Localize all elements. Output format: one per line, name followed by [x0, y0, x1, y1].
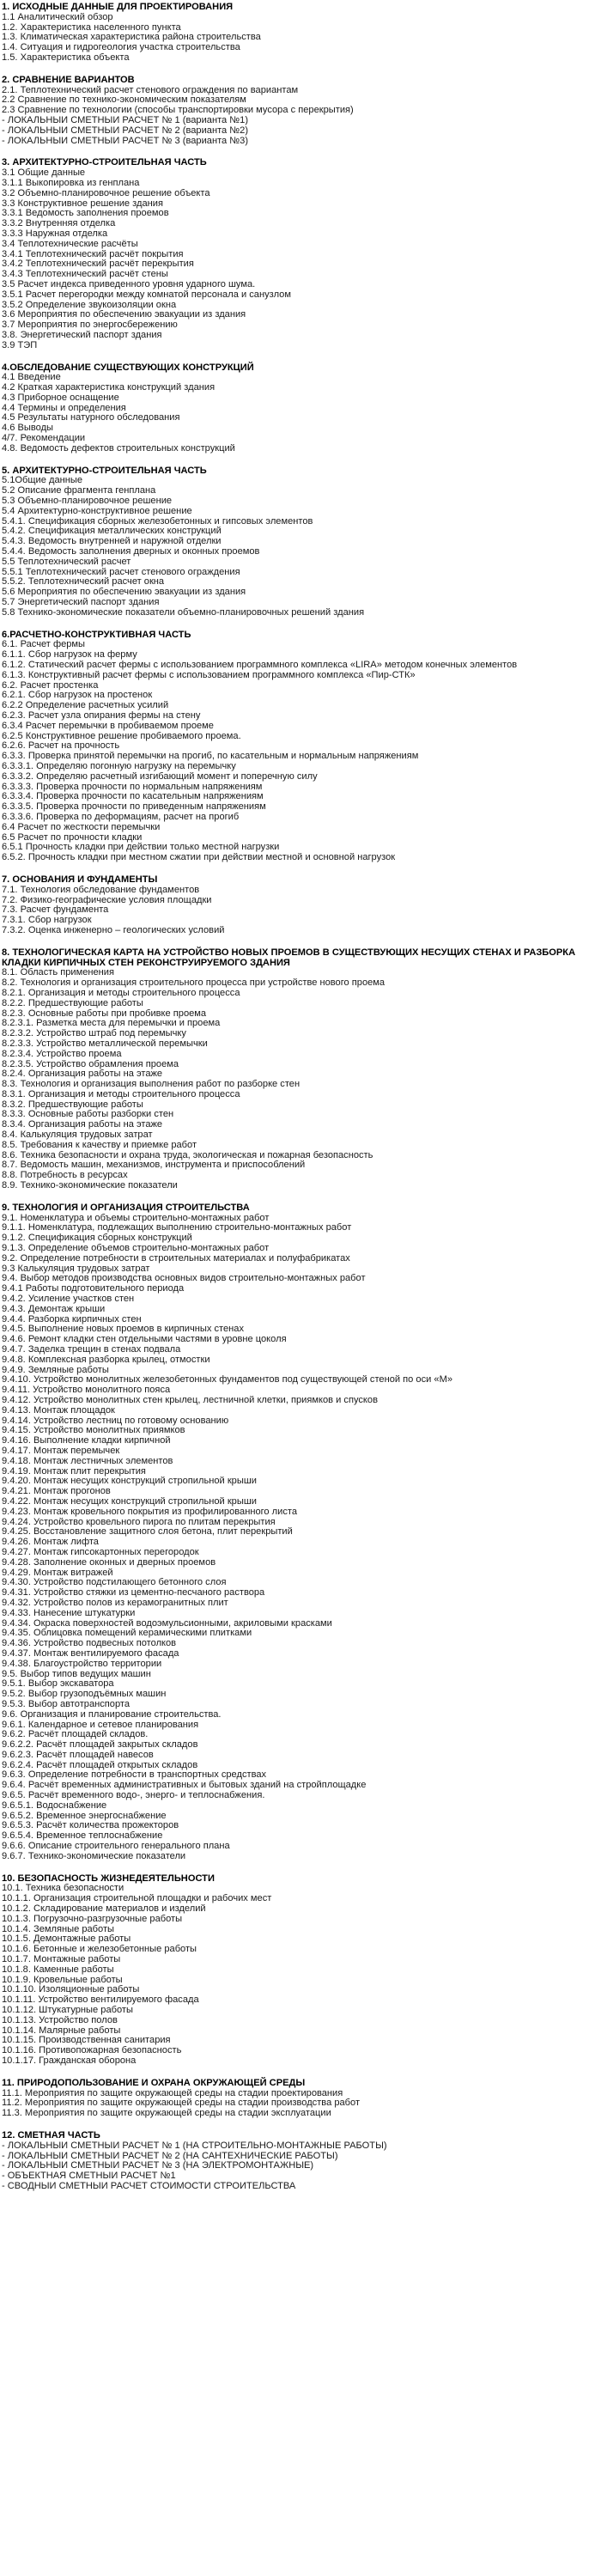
- toc-entry: 6.2.6. Расчет на прочность: [2, 741, 120, 752]
- toc-entry: 9.5.1. Выбор экскаватора: [2, 1679, 114, 1690]
- toc-entry: 1.5. Характеристика объекта: [2, 52, 130, 63]
- toc-entry: 8.8. Потребность в ресурсах: [2, 1171, 128, 1181]
- toc-entry: 9.4.4. Разборка кирпичных стен: [2, 1314, 142, 1325]
- toc-entry: 8.2.3.3. Устройство металлической перемычки: [2, 1038, 208, 1049]
- toc-section: [2, 2131, 598, 2192]
- toc-entry: 6.2. Расчет простенка: [2, 680, 99, 691]
- toc-entry: 8.3.4. Организация работы на этаже: [2, 1120, 163, 1130]
- toc-entry: 8.2.2. Предшествующие работы: [2, 998, 143, 1008]
- section-heading: 11. ПРИРОДОПОЛЬЗОВАНИЕ И ОХРАНА ОКРУЖАЮЩЕЙ СРЕДЫ: [2, 2077, 306, 2088]
- toc-entry: 9.4.21. Монтаж прогонов: [2, 1487, 111, 1497]
- toc-entry: 4.1 Введение: [2, 373, 61, 383]
- toc-entry: 8.3.3. Основные работы разборки стен: [2, 1110, 174, 1120]
- toc-entry: 10.1.1. Организация строительной площадки и рабочих мест: [2, 1894, 272, 1904]
- toc-entry: 4.5 Результаты натурного обследования: [2, 413, 180, 423]
- toc-entry: 6.3.3.4. Проверка прочности по касательным напряжениям: [2, 792, 264, 802]
- section-heading: 5. АРХИТЕКТУРНО-СТРОИТЕЛЬНАЯ ЧАСТЬ: [2, 465, 207, 476]
- toc-entry: 9.4.11. Устройство монолитного пояса: [2, 1385, 171, 1396]
- toc-entry: 10.1.12. Штукатурные работы: [2, 2006, 133, 2016]
- toc-entry: 3.9 ТЭП: [2, 340, 38, 350]
- toc-entry: 9.4.28. Заполнение оконных и дверных проемов: [2, 1557, 216, 1568]
- toc-entry: 6.1. Расчет фермы: [2, 640, 86, 650]
- toc-entry: 3.8. Энергетический паспорт здания: [2, 330, 162, 340]
- toc-entry: - ЛОКАЛЬНЫЙ СМЕТНЫЙ РАСЧЕТ № 3 (НА ЭЛЕКТРОМОНТАЖНЫЕ): [2, 2161, 314, 2171]
- toc-entry: 9.6.5. Расчёт временного водо-, энерго- и теплоснабжения.: [2, 1791, 265, 1801]
- section-heading: 8. ТЕХНОЛОГИЧЕСКАЯ КАРТА НА УСТРОЙСТВО НОВЫХ ПРОЕМОВ В СУЩЕСТВУЮЩИХ НЕСУЩИХ СТЕНАХ И РАЗБОРКА КЛАДКИ КИРПИЧНЫХ СТЕН РЕКОНСТРУИРУЕМОГО ЗДАНИЯ: [2, 947, 579, 968]
- toc-entry: 9.4.12. Устройство монолитных стен крылец, лестничной клетки, приямков и спусков: [2, 1396, 378, 1405]
- toc-entry: 5.5.2. Теплотехнический расчет окна: [2, 577, 165, 588]
- toc-entry: 7.1. Технология обследование фундаментов: [2, 885, 200, 895]
- toc-entry: 6.5.1 Прочность кладки при действии только местной нагрузки: [2, 843, 280, 853]
- toc-entry: 9.4.38. Благоустройство территории: [2, 1659, 162, 1669]
- toc-entry: 9.4.25. Восстановление защитного слоя бетона, плит перекрытий: [2, 1527, 293, 1538]
- toc-entry: 9.4.23. Монтаж кровельного покрытия из профилированного листа: [2, 1507, 298, 1517]
- toc-entry: 4/7. Рекомендации: [2, 434, 86, 444]
- toc-entry: 8.4. Калькуляция трудовых затрат: [2, 1130, 153, 1141]
- toc-entry: 3.6 Мероприятия по обеспечению эвакуации из здания: [2, 310, 246, 320]
- toc-entry: 9.4.13. Монтаж площадок: [2, 1405, 115, 1416]
- section-heading: 1. ИСХОДНЫЕ ДАННЫЕ ДЛЯ ПРОЕКТИРОВАНИЯ: [2, 2, 234, 12]
- toc-entry: 1.3. Климатическая характеристика района строительства: [2, 33, 261, 43]
- toc-entry: 9.6.2.2. Расчёт площадей закрытых складов: [2, 1740, 198, 1751]
- toc-entry: 8.6. Техника безопасности и охрана труда, экологическая и пожарная безопасность: [2, 1150, 373, 1160]
- toc-entry: 2.1. Теплотехнический расчет стенового ограждения по вариантам: [2, 85, 299, 95]
- toc-entry: 6.3.3.5. Проверка прочности по приведенным напряжениям: [2, 802, 266, 813]
- toc-entry: 9.4. Выбор методов производства основных видов строительно-монтажных работ: [2, 1274, 366, 1284]
- toc-entry: 5.4.1. Спецификация сборных железобетонных и гипсовых элементов: [2, 516, 313, 527]
- toc-entry: 4.2 Краткая характеристика конструкций здания: [2, 383, 216, 393]
- toc-entry: 3.3.3 Наружная отделка: [2, 228, 108, 239]
- toc-entry: 9.4.1 Работы подготовительного периода: [2, 1284, 185, 1294]
- toc-section: [2, 3, 598, 64]
- toc-entry: 4.4 Термины и определения: [2, 403, 126, 413]
- toc-entry: 8.3.1. Организация и методы строительного процесса: [2, 1089, 240, 1099]
- toc-section: [2, 1203, 598, 1862]
- toc-entry: 10.1.6. Бетонные и железобетонные работы: [2, 1945, 197, 1955]
- toc-entry: 3.4 Теплотехнические расчёты: [2, 239, 138, 249]
- toc-section: [2, 76, 598, 147]
- toc-entry: 3.4.1 Теплотехнический расчёт покрытия: [2, 249, 184, 259]
- toc-entry: 10.1.15. Производственная санитария: [2, 2036, 171, 2046]
- toc-entry: 9.4.16. Выполнение кладки кирпичной: [2, 1436, 171, 1446]
- toc-entry: 9.6.2.4. Расчёт площадей открытых складов: [2, 1760, 198, 1770]
- toc-entry: 11.3. Мероприятия по защите окружающей среды на стадии эксплуатации: [2, 2109, 331, 2119]
- toc-entry: 10.1.13. Устройство полов: [2, 2015, 118, 2025]
- toc-entry: 10.1.9. Кровельные работы: [2, 1975, 123, 1985]
- toc-entry: 10.1.5. Демонтажные работы: [2, 1934, 131, 1945]
- toc-entry: 3.1.1 Выкопировка из генплана: [2, 178, 140, 188]
- toc-entry: - ЛОКАЛЬНЫЙ СМЕТНЫЙ РАСЧЕТ № 2 (варианта №2): [2, 125, 249, 136]
- toc-entry: 8.9. Технико-экономические показатели: [2, 1181, 178, 1191]
- toc-entry: 9.6.4. Расчёт временных административных и бытовых зданий на стройплощадке: [2, 1781, 367, 1791]
- toc-entry: - СВОДНЫЙ СМЕТНЫЙ РАСЧЕТ СТОИМОСТИ СТРОИТЕЛЬСТВА: [2, 2181, 296, 2191]
- toc-entry: 9.4.18. Монтаж лестничных элементов: [2, 1456, 173, 1466]
- toc-section: [2, 948, 598, 1191]
- toc-entry: 10.1.17. Гражданская оборона: [2, 2056, 137, 2066]
- toc-entry: 3.3.2 Внутренняя отделка: [2, 219, 116, 229]
- toc-entry: 1.4. Ситуация и гидрогеология участка строительства: [2, 43, 240, 53]
- toc-entry: 6.2.3. Расчет узла опирания фермы на стену: [2, 711, 201, 721]
- toc-entry: 9.6.7. Технико-экономические показатели: [2, 1851, 186, 1861]
- toc-entry: 5.7 Энергетический паспорт здания: [2, 598, 160, 608]
- toc-entry: 9.6.2. Расчёт площадей складов.: [2, 1730, 149, 1740]
- section-heading: 12. СМЕТНАЯ ЧАСТЬ: [2, 2129, 100, 2141]
- section-heading: 10. БЕЗОПАСНОСТЬ ЖИЗНЕДЕЯТЕЛЬНОСТИ: [2, 1873, 215, 1884]
- toc-entry: 9.4.2. Усиление участков стен: [2, 1294, 135, 1305]
- section-heading: 4.ОБСЛЕДОВАНИЕ СУЩЕСТВУЮЩИХ КОНСТРУКЦИЙ: [2, 362, 254, 373]
- toc-entry: 5.4.3. Ведомость внутренней и наружной отделки: [2, 537, 222, 547]
- toc-entry: 3.5 Расчет индекса приведенного уровня ударного шума.: [2, 279, 256, 289]
- section-heading: 2. СРАВНЕНИЕ ВАРИАНТОВ: [2, 74, 135, 85]
- toc-entry: 10.1.14. Малярные работы: [2, 2025, 121, 2036]
- toc-entry: 9.1.1. Номенклатура, подлежащих выполнению строительно-монтажных работ: [2, 1223, 352, 1233]
- toc-entry: 8.2. Технология и организация строительного процесса при устройстве нового проема: [2, 978, 385, 989]
- toc-entry: 2.2 Сравнение по технико-экономическим показателям: [2, 95, 246, 106]
- toc-entry: 9.2. Определение потребности в строительных материалах и полуфабрикатах: [2, 1253, 350, 1264]
- toc-entry: 3.1 Общие данные: [2, 168, 86, 179]
- toc-entry: 8.2.3.5. Устройство обрамления проема: [2, 1059, 179, 1069]
- toc-entry: 10.1.2. Складирование материалов и изделий: [2, 1904, 206, 1915]
- toc-entry: 8.2.1. Организация и методы строительного процесса: [2, 988, 240, 998]
- toc-entry: 9.4.17. Монтаж перемычек: [2, 1446, 120, 1456]
- toc-entry: 9.4.35. Облицовка помещений керамическими плитками: [2, 1629, 252, 1639]
- toc-entry: 9.5.2. Выбор грузоподъёмных машин: [2, 1690, 167, 1700]
- toc-entry: 6.3.3.3. Проверка прочности по нормальным напряжениям: [2, 782, 263, 792]
- toc-entry: 3.3.1 Ведомость заполнения проемов: [2, 209, 169, 219]
- toc-entry: 7.3.2. Оценка инженерно – геологических условий: [2, 925, 225, 935]
- toc-entry: 5.4.2. Спецификация металлических конструкций: [2, 527, 222, 537]
- toc-entry: 5.4.4. Ведомость заполнения дверных и оконных проемов: [2, 547, 260, 557]
- toc-entry: 3.5.2 Определение звукоизоляции окна: [2, 300, 177, 310]
- toc-entry: 10.1.16. Противопожарная безопасность: [2, 2046, 182, 2056]
- toc-entry: 6.3.3.2. Определяю расчетный изгибающий момент и поперечную силу: [2, 771, 318, 782]
- toc-entry: 9.6.3. Определение потребности в транспортных средствах: [2, 1770, 267, 1781]
- toc-entry: 8.2.3.2. Устройство штраб под перемычку: [2, 1029, 186, 1039]
- toc-section: [2, 363, 598, 454]
- toc-section: [2, 158, 598, 350]
- toc-entry: 2.3 Сравнение по технологии (способы транспортировки мусора с перекрытия): [2, 106, 354, 116]
- toc-entry: 6.3.3.6. Проверка по деформациям, расчет на прогиб: [2, 812, 240, 822]
- toc-entry: 9.6.5.2. Временное энергоснабжение: [2, 1811, 167, 1821]
- toc-entry: 1.2. Характеристика населенного пункта: [2, 22, 181, 33]
- toc-entry: 5.5 Теплотехнический расчет: [2, 557, 131, 567]
- toc-section: [2, 875, 598, 936]
- toc-entry: 6.2.1. Сбор нагрузок на простенок: [2, 691, 153, 701]
- toc-entry: 6.2.5 Конструктивное решение пробиваемого проема.: [2, 731, 241, 741]
- toc-entry: 6.2.2 Определение расчетных усилий: [2, 701, 169, 711]
- toc-entry: - ЛОКАЛЬНЫЙ СМЕТНЫЙ РАСЧЕТ № 1 (НА СТРОИТЕЛЬНО-МОНТАЖНЫЕ РАБОТЫ): [2, 2141, 387, 2151]
- toc-entry: 3.2 Объемно-планировочное решение объекта: [2, 188, 210, 198]
- toc-entry: 9.6.5.3. Расчёт количества прожекторов: [2, 1821, 179, 1831]
- toc-entry: 3.5.1 Расчет перегородки между комнатой персонала и санузлом: [2, 289, 291, 300]
- toc-entry: 9.4.27. Монтаж гипсокартонных перегородок: [2, 1547, 199, 1557]
- toc-entry: 5.2 Описание фрагмента генплана: [2, 486, 156, 496]
- toc-entry: 7.2. Физико-географические условия площадки: [2, 895, 212, 905]
- toc-section: [2, 1874, 598, 2067]
- toc-entry: 11.2. Мероприятия по защите окружающей среды на стадии производства работ: [2, 2098, 361, 2109]
- toc-entry: 9.1.3. Определение объемов строительно-монтажных работ: [2, 1244, 270, 1254]
- toc-entry: 6.3.3. Проверка принятой перемычки на прогиб, по касательным и нормальным напряжениям: [2, 752, 419, 762]
- toc-entry: 9.5. Выбор типов ведущих машин: [2, 1669, 151, 1679]
- toc-entry: 9.4.34. Окраска поверхностей водоэмульсионными, акриловыми красками: [2, 1618, 332, 1629]
- toc-entry: 9.6.5.1. Водоснабжение: [2, 1800, 107, 1811]
- toc-entry: - ОБЪЕКТНАЯ СМЕТНЫЙ РАСЧЕТ №1: [2, 2171, 176, 2182]
- section-heading: 9. ТЕХНОЛОГИЯ И ОРГАНИЗАЦИЯ СТРОИТЕЛЬСТВА: [2, 1202, 250, 1213]
- toc-entry: 9.4.30. Устройство подстилающего бетонного слоя: [2, 1578, 227, 1588]
- toc-entry: 3.4.2 Теплотехнический расчёт перекрытия: [2, 259, 194, 270]
- toc-entry: 9.4.20. Монтаж несущих конструкций стропильной крыши: [2, 1477, 257, 1487]
- toc-entry: 5.1Общие данные: [2, 476, 83, 486]
- toc-entry: 3.4.3 Теплотехнический расчёт стены: [2, 270, 168, 280]
- toc-entry: 10.1.7. Монтажные работы: [2, 1955, 121, 1965]
- toc-entry: 9.4.3. Демонтаж крыши: [2, 1304, 106, 1314]
- toc-entry: - ЛОКАЛЬНЫЙ СМЕТНЫЙ РАСЧЕТ № 2 (НА САНТЕХНИЧЕСКИЕ РАБОТЫ): [2, 2151, 338, 2161]
- toc-entry: 5.8 Технико-экономические показатели объемно-планировочных решений здания: [2, 607, 365, 618]
- toc-entry: 9.6. Организация и планирование строительства.: [2, 1709, 222, 1720]
- toc-entry: 8.2.3.4. Устройство проема: [2, 1049, 122, 1059]
- toc-entry: 10.1.4. Земляные работы: [2, 1924, 115, 1934]
- toc-entry: 9.4.31. Устройство стяжки из цементно-песчаного раствора: [2, 1588, 265, 1599]
- toc-entry: 4.6 Выводы: [2, 423, 54, 434]
- toc-entry: 6.1.2. Статический расчет фермы с использованием программного комплекса «LIRA» методом конечных элементов: [2, 661, 518, 671]
- toc-entry: 8.2.3. Основные работы при пробивке проема: [2, 1008, 207, 1019]
- toc-entry: 8.5. Требования к качеству и приемке работ: [2, 1140, 197, 1150]
- toc-entry: 8.7. Ведомость машин, механизмов, инструмента и приспособлений: [2, 1160, 306, 1171]
- toc-entry: 6.3.4 Расчет перемычки в пробиваемом проеме: [2, 721, 214, 731]
- toc-entry: 9.4.36. Устройство подвесных потолков: [2, 1639, 177, 1649]
- section-heading: 7. ОСНОВАНИЯ И ФУНДАМЕНТЫ: [2, 874, 158, 885]
- toc-entry: 6.5.2. Прочность кладки при местном сжатии при действии местной и основной нагрузок: [2, 853, 396, 863]
- toc-entry: 6.1.1. Сбор нагрузок на ферму: [2, 650, 137, 661]
- toc-entry: 8.1. Область применения: [2, 968, 115, 978]
- toc-entry: 9.4.24. Устройство кровельного пирога по плитам перекрытия: [2, 1517, 276, 1527]
- toc-entry: 7.3.1. Сбор нагрузок: [2, 916, 92, 926]
- toc-entry: 9.4.19. Монтаж плит перекрытия: [2, 1466, 146, 1477]
- toc-entry: - ЛОКАЛЬНЫЙ СМЕТНЫЙ РАСЧЕТ № 3 (варианта №3): [2, 136, 249, 146]
- toc-entry: 5.5.1 Теплотехнический расчет стенового ограждения: [2, 567, 240, 577]
- toc-entry: 6.5 Расчет по прочности кладки: [2, 832, 143, 843]
- toc-entry: 8.3. Технология и организация выполнения работ по разборке стен: [2, 1080, 300, 1090]
- toc-entry: 9.3 Калькуляция трудовых затрат: [2, 1264, 150, 1274]
- toc-entry: 9.4.37. Монтаж вентилируемого фасада: [2, 1648, 179, 1659]
- toc-entry: 9.6.1. Календарное и сетевое планирования: [2, 1720, 199, 1730]
- toc-entry: 9.6.5.4. Временное теплоснабжение: [2, 1831, 163, 1842]
- toc-entry: 9.4.10. Устройство монолитных железобетонных фундаментов под существующей стеной по оси «М»: [2, 1375, 453, 1385]
- toc-entry: 9.6.6. Описание строительного генерального плана: [2, 1842, 230, 1852]
- toc-entry: 10.1.8. Каменные работы: [2, 1964, 114, 1975]
- toc-entry: 9.4.7. Заделка трещин в стенах подвала: [2, 1345, 181, 1355]
- toc-entry: 6.1.3. Конструктивный расчет фермы с использованием программного комплекса «Пир-СТК»: [2, 670, 416, 680]
- toc-entry: 9.6.2.3. Расчёт площадей навесов: [2, 1750, 154, 1760]
- toc-entry: 11.1. Мероприятия по защите окружающей среды на стадии проектирования: [2, 2088, 343, 2098]
- section-heading: 6.РАСЧЕТНО-КОНСТРУКТИВНАЯ ЧАСТЬ: [2, 629, 191, 640]
- toc-entry: 9.4.8. Комплексная разборка крылец, отмостки: [2, 1355, 210, 1365]
- toc-section: [2, 466, 598, 618]
- toc-entry: 10.1.3. Погрузочно-разгрузочные работы: [2, 1914, 183, 1924]
- section-heading: 3. АРХИТЕКТУРНО-СТРОИТЕЛЬНАЯ ЧАСТЬ: [2, 157, 207, 168]
- toc-entry: 5.4 Архитектурно-конструктивное решение: [2, 506, 192, 516]
- toc-entry: 9.4.5. Выполнение новых проемов в кирпичных стенах: [2, 1325, 244, 1335]
- toc-entry: 1.1 Аналитический обзор: [2, 12, 113, 22]
- toc-entry: 8.2.3.1. Разметка места для перемычки и проема: [2, 1019, 221, 1029]
- toc-entry: 9.5.3. Выбор автотранспорта: [2, 1699, 131, 1709]
- toc-entry: 9.4.15. Устройство монолитных приямков: [2, 1426, 185, 1436]
- toc-entry: 3.3 Конструктивное решение здания: [2, 198, 163, 209]
- toc-entry: 4.3 Приборное оснащение: [2, 393, 119, 403]
- toc-entry: 10.1.10. Изоляционные работы: [2, 1985, 140, 1995]
- toc-entry: - ЛОКАЛЬНЫЙ СМЕТНЫЙ РАСЧЕТ № 1 (варианта №1): [2, 115, 249, 125]
- toc-entry: 6.4 Расчет по жесткости перемычки: [2, 822, 161, 832]
- toc-entry: 3.7 Мероприятия по энергосбережению: [2, 320, 178, 331]
- toc-entry: 5.6 Мероприятия по обеспечению эвакуации из здания: [2, 588, 246, 598]
- toc-entry: 9.4.9. Земляные работы: [2, 1365, 109, 1375]
- toc-entry: 9.4.32. Устройство полов из керамогранитных плит: [2, 1598, 228, 1608]
- toc-entry: 9.1. Номенклатура и объемы строительно-монтажных работ: [2, 1213, 270, 1223]
- toc-entry: 8.2.4. Организация работы на этаже: [2, 1069, 163, 1080]
- toc-entry: 9.4.14. Устройство лестниц по готовому основанию: [2, 1416, 229, 1426]
- toc-entry: 9.4.26. Монтаж лифта: [2, 1538, 99, 1548]
- toc-entry: 10.1.11. Устройство вентилируемого фасада: [2, 1995, 199, 2006]
- toc-entry: 9.4.33. Нанесение штукатурки: [2, 1608, 136, 1618]
- toc-entry: 5.3 Объемно-планировочное решение: [2, 496, 173, 507]
- table-of-contents: [2, 3, 598, 2204]
- toc-entry: 9.4.6. Ремонт кладки стен отдельными частями в уровне цоколя: [2, 1335, 287, 1345]
- toc-entry: 8.3.2. Предшествующие работы: [2, 1099, 143, 1110]
- toc-entry: 9.4.29. Монтаж витражей: [2, 1568, 113, 1578]
- toc-entry: 9.4.22. Монтаж несущих конструкций стропильной крыши: [2, 1496, 257, 1507]
- toc-entry: 6.3.3.1. Определяю погонную нагрузку на перемычку: [2, 761, 236, 771]
- toc-section: [2, 630, 598, 863]
- toc-section: [2, 2079, 598, 2119]
- toc-entry: 7.3. Расчет фундамента: [2, 905, 109, 916]
- toc-entry: 10.1. Техника безопасности: [2, 1884, 124, 1894]
- toc-entry: 4.8. Ведомость дефектов строительных конструкций: [2, 443, 235, 454]
- toc-entry: 9.1.2. Спецификация сборных конструкций: [2, 1233, 192, 1244]
